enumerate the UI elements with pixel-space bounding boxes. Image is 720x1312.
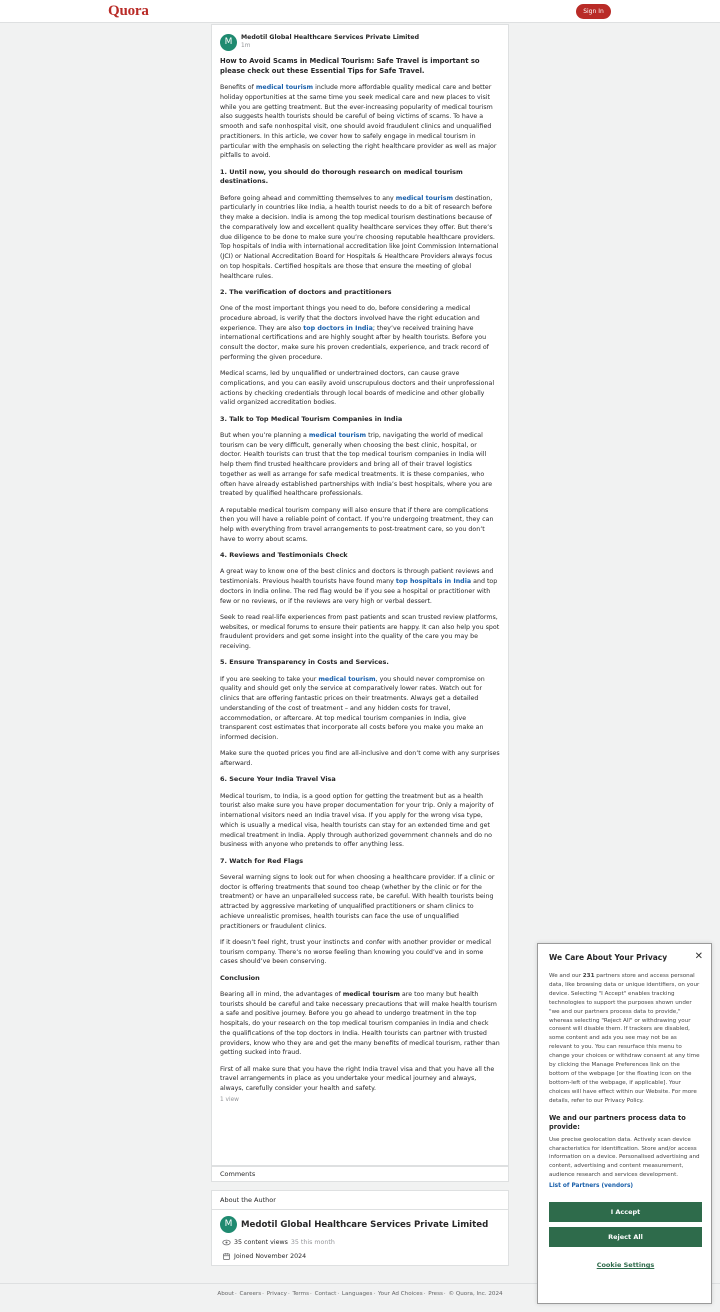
cookie-purposes-text: Use precise geolocation data. Actively scan device characteristics for identification. Store and/or access information on a device. Personalised advertising and content, advertising and content measurement, audience research and services development.: [549, 1136, 700, 1179]
close-icon[interactable]: ✕: [694, 951, 703, 962]
text: are too many but health tourists should be careful and take necessary precautions that will make health tourism a safe and positive journey. Before you go ahead to undergo treatment in the top hospitals, do your research on the top medical tourism companies in India and check the qualifications of the top doctors in India. Health tourists can partner with trusted providers, know who they are and get the many benefits of medical tourism, rather than getting sucked into fraud.: [220, 990, 500, 1057]
paragraph: Make sure the quoted prices you find are all-inclusive and don’t come with any surprises afterward.: [220, 750, 500, 767]
paragraph: [220, 675, 500, 743]
section-heading: 6. Secure Your India Travel Visa: [220, 775, 336, 784]
eye-icon: [222, 1238, 231, 1247]
footer-link-terms[interactable]: Terms: [292, 1291, 309, 1297]
top-bar: [0, 0, 720, 23]
post-body: [220, 83, 500, 1094]
joined-text: Joined November 2024: [234, 1253, 307, 1260]
partner-count: 231: [582, 973, 595, 979]
cookie-consent-dialog: [537, 943, 712, 1304]
avatar[interactable]: M: [220, 1216, 237, 1233]
medical-tourism-link[interactable]: medical tourism: [395, 194, 454, 202]
footer-link-press[interactable]: Press: [428, 1291, 443, 1297]
paragraph: Several warning signs to look out for when choosing a healthcare provider. If a clinic or doctor is offering treatments that sound too cheap (whether by the clinic or for the treatment) or have an unparalleled success rate, be careful. With health tourists being attracted by aggressive marketing of unqualified practitioners or sham clinics to achieve unrealistic promises, health tourists can face the use of unqualified practitioners or fraudulent clinics.: [220, 873, 495, 930]
content-views-stat: [220, 1238, 500, 1247]
text: and top doctors in India online. The red flag would be if you see a hospital or practitioner with few or no reviews, or if the reviews are very high or verbal dessert.: [220, 578, 498, 605]
text: But when you’re planning a: [220, 431, 309, 439]
paragraph: Seek to read real-life experiences from past patients and scan trusted review platforms, websites, or medical forums to ensure their patients are happy. It can also help you spot fraudulent providers and get some insight into the quality of the care you may be receiving.: [220, 613, 500, 650]
text: partners store and access personal data, like browsing data or unique identifiers, on your device. Selecting "I Accept" enables tracking technologies to support the purposes shown under "we and our partners process data to provide," whereas selecting "Reject All" or withdrawing your consent will disable them. If trackers are disabled, some content and ads you see may not be as relevant to you. You can resurface this menu to change your choices or withdraw consent at any time by clicking the Manage Preferences link on the bottom of the webpage [or the floating icon on the bottom-left of the webpage, if applicable]. Your choices will have effect within our Website. For more details, refer to our Privacy Policy.: [549, 973, 700, 1104]
calendar-icon: [222, 1252, 231, 1261]
cookie-purposes-heading: We and our partners process data to provide:: [549, 1113, 686, 1131]
paragraph: [220, 304, 500, 363]
joined-stat: [220, 1252, 500, 1261]
paragraph: Medical tourism, to India, is a good option for getting the treatment but as a health tourist also make sure you have proper documentation for your trip. Only a majority of international visitors need an India travel visa. If you apply for the wrong visa type, which is usually a medical visa, health tourists can stay for an extended time and get medical treatment in India. Apply through authorized government channels and do no business with anyone who pretends to offer anything less.: [220, 792, 494, 849]
text: One of the most important things you need to do, before considering a medical procedure abroad, is verify that the doctors involved have the right education and experience. They are also: [220, 305, 480, 332]
text: If you are seeking to take your: [220, 675, 319, 683]
section-heading: 1. Until now, you should do thorough research on medical tourism destinations.: [220, 167, 463, 186]
author-name[interactable]: Medotil Global Healthcare Services Private Limited: [241, 1219, 489, 1230]
quora-logo[interactable]: Quora: [108, 3, 149, 19]
paragraph: [220, 83, 500, 161]
paragraph: First of all make sure that you have the right India travel visa and that you have all the travel arrangements in place as you undertake your medical journey and always, always, carefully consider your health and safety.: [220, 1065, 495, 1092]
accept-button[interactable]: I Accept: [549, 1202, 702, 1222]
author-row: [220, 1216, 500, 1233]
footer: About· Careers· Privacy· Terms· Contact· Languages· Your Ad Choices· Press· © Quora, Inc. 2024: [0, 1283, 720, 1312]
medical-tourism-link[interactable]: medical tourism: [308, 431, 367, 439]
views-month-text: 35 this month: [290, 1239, 335, 1246]
post-author[interactable]: Medotil Global Healthcare Services Private Limited: [241, 34, 419, 41]
text: A great way to know one of the best clinics and doctors is through patient reviews and testimonials. Previous health tourists have found many: [220, 568, 494, 585]
paragraph: Medical scams, led by unqualified or undertrained doctors, can cause grave complications, and you can easily avoid unscrupulous doctors and their unprofessional actions by checking credentials through local boards of medicine and other globally valid organized accreditation bodies.: [220, 370, 495, 407]
cookie-title: We Care About Your Privacy: [549, 953, 668, 962]
text: Benefits of: [220, 84, 256, 91]
section-heading: 2. The verification of doctors and practitioners: [220, 287, 392, 296]
footer-link-ad-choices[interactable]: Your Ad Choices: [377, 1291, 423, 1297]
top-hospitals-link[interactable]: top hospitals in India: [395, 578, 472, 585]
comments-button[interactable]: Comments: [211, 1166, 509, 1182]
medical-tourism-link[interactable]: medical tourism: [318, 675, 376, 683]
top-doctors-link[interactable]: top doctors in India: [303, 324, 373, 332]
section-heading: 3. Talk to Top Medical Tourism Companies in India: [220, 414, 403, 423]
cookie-settings-button[interactable]: Cookie Settings: [549, 1255, 702, 1275]
footer-link-about[interactable]: About: [217, 1291, 234, 1297]
post-card: [211, 24, 509, 1166]
section-heading: 7. Watch for Red Flags: [220, 856, 304, 865]
cookie-description: [549, 972, 700, 1106]
paragraph: [220, 431, 500, 499]
partners-list-link[interactable]: List of Partners (vendors): [549, 1183, 634, 1190]
footer-link-privacy[interactable]: Privacy: [266, 1291, 287, 1297]
post-header: [220, 32, 500, 52]
about-title: About the Author: [212, 1191, 508, 1210]
footer-link-careers[interactable]: Careers: [239, 1291, 262, 1297]
medical-tourism-link[interactable]: medical tourism: [255, 84, 314, 91]
bold-text: medical tourism: [342, 990, 400, 998]
reject-all-button[interactable]: Reject All: [549, 1227, 702, 1247]
footer-copyright: © Quora, Inc. 2024: [448, 1291, 503, 1297]
paragraph: [220, 194, 500, 282]
footer-link-contact[interactable]: Contact: [314, 1291, 337, 1297]
text: , you should never compromise on quality and should get only the service at comparatively lower rates. Watch out for clinics that are offering fantastic prices on their treatments. Always get a detailed understanding of the cost of treatment – and any hidden costs for travel, accommodation, or aftercare. At top medical tourism companies in India, give transparent cost estimates that incorporate all costs before you make you make an informed decision.: [220, 675, 485, 741]
paragraph: A reputable medical tourism company will also ensure that if there are complications then you will have a reliable point of contact. If you’re undergoing treatment, they can help with everything from travel arrangements to post-treatment care, so you don’t have to worry about scams.: [220, 506, 494, 543]
text: include more affordable quality medical care and better holiday opportunities at the same time you seek medical care and new places to visit while you are getting treatment. But the ever-increasing popularity of medical tourism also suggests health tourists should be careful of being victims of scams. To have a smooth and safe nonhospital visit, one should avoid fraudulent clinics and unqualified practitioners. In this article, we cover how to safely engage in medical tourism in particular with the emphasis on selecting the right healthcare provider as well as major pitfalls to avoid.: [220, 84, 497, 160]
paragraph: [220, 567, 500, 606]
paragraph: If it doesn’t feel right, trust your instincts and confer with another provider or medical tourism company. There’s no worse feeling than knowing you could’ve and in some cases should’ve been conserving.: [220, 938, 492, 966]
paragraph: [220, 990, 500, 1058]
post-title: How to Avoid Scams in Medical Tourism: Safe Travel is important so please check out these Essential Tips for Safe Travel.: [220, 57, 480, 75]
avatar[interactable]: M: [220, 34, 237, 51]
text: Before going ahead and committing themselves to any: [220, 194, 396, 202]
view-count[interactable]: 1 view: [220, 1096, 239, 1103]
section-heading: Conclusion: [220, 973, 260, 982]
sign-in-button[interactable]: Sign In: [576, 4, 611, 19]
section-heading: 4. Reviews and Testimonials Check: [220, 551, 348, 559]
text: destination, particularly in countries like India, a health tourist needs to do a bit of research before they make a decision. India is among the top medical tourism destinations because of the comparatively low and excellent quality healthcare services they offer. But there’s due diligence to be done to make sure you’re choosing reputable healthcare providers. Top hospitals of India with international accreditation like Joint Commission International (JCI) or National Accreditation Board for Hospitals & Healthcare Providers always focus on top hospitals. Certified hospitals are those that ensure the meeting of global healthcare rules.: [220, 194, 499, 280]
post-timestamp[interactable]: 1m: [241, 43, 251, 49]
text: Bearing all in mind, the advantages of: [220, 990, 343, 998]
views-text: 35 content views: [234, 1239, 288, 1246]
footer-link-languages[interactable]: Languages: [341, 1291, 373, 1297]
text: ; they’ve received training have international certifications and are highly sought after by health tourists. Before you consult the doctor, make sure his proven credentials, experience, and track record of performing the given procedure.: [220, 324, 489, 361]
text: trip, navigating the world of medical tourism can be very difficult, generally when choosing the best clinic, hospital, or doctor. Health tourists can trust that the top medical tourism companies in India will help them find trusted healthcare providers and bring all of their travel logistics together as well as arrange for safe medical treatments. It is these companies, who often have already established partnerships with India’s best hospitals, where you are treated by qualified healthcare professionals.: [220, 431, 493, 498]
about-author-card: [211, 1190, 509, 1266]
text: We and our: [549, 973, 583, 979]
section-heading: 5. Ensure Transparency in Costs and Services.: [220, 658, 389, 667]
